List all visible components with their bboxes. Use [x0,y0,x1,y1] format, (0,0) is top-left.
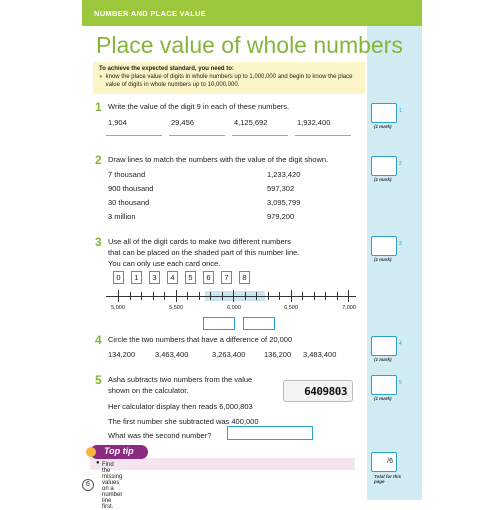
q1-number-3: 4,125,692 [234,118,268,127]
section-label: NUMBER AND PLACE VALUE [94,9,207,18]
q4-mark-number: 4 [399,341,402,347]
question-5-text-2: shown on the calculator. [108,386,189,395]
q3-answer-box-2[interactable] [243,317,275,330]
q2-mark-number: 2 [399,161,402,167]
number-line-minor-tick [245,292,246,300]
number-line-minor-tick [337,292,338,300]
top-tip-box [90,458,355,510]
page-number: 6 [82,479,94,491]
number-line-major-tick [291,290,292,302]
question-4-text: Circle the two numbers that have a difference of 20,000 [108,335,293,344]
standard-bullet: know the place value of digits in whole numbers up to 1,000,000 and begin to know the place value of digits in whole numbers up to 10,000,000. [105,74,353,88]
q1-mark-box[interactable] [371,103,397,123]
q3-answer-box-1[interactable] [203,317,235,330]
q3-mark-box[interactable] [371,236,397,256]
question-2-text: Draw lines to match the numbers with the value of the digit shown. [108,155,329,164]
q1-mark-number: 1 [399,108,402,114]
question-4-number: 4 [95,333,102,347]
q4-mark-label: (1 mark) [374,357,392,362]
q2-right-2[interactable]: 597,302 [267,184,295,193]
number-line-major-tick [118,290,119,302]
tick-label-6500: 6,500 [284,305,298,311]
q2-left-3[interactable]: 30 thousand [108,198,150,207]
question-5-number: 5 [95,373,102,387]
q4-number-1[interactable]: 134,200 [108,350,136,359]
question-3-text-2: that can be placed on the shaded part of this number line. [108,248,300,257]
q2-left-4[interactable]: 3 million [108,212,136,221]
q2-right-1[interactable]: 1,233,420 [267,170,301,179]
q5-mark-label: (1 mark) [374,396,392,401]
q2-mark-box[interactable] [371,156,397,176]
q2-right-4[interactable]: 979,200 [267,212,295,221]
q3-mark-label: (1 mark) [374,257,392,262]
digit-card-7[interactable]: 7 [221,271,232,284]
q4-number-2[interactable]: 3,463,400 [155,350,189,359]
q1-answer-line-2[interactable] [169,135,225,136]
question-5-text-4: The first number she subtracted was 400,000 [108,417,259,426]
digit-card-3[interactable]: 3 [149,271,160,284]
tick-label-5000: 5,000 [111,305,125,311]
question-5-text-3: Her calculator display then reads 6,000,803 [108,402,253,411]
top-tip-heading: Top tip [104,446,134,456]
q1-answer-line-4[interactable] [295,135,351,136]
number-line-minor-tick [222,292,223,300]
number-line [106,296,356,297]
page-total-value: /6 [387,458,393,465]
q2-right-3[interactable]: 3,095,799 [267,198,301,207]
number-line-minor-tick [187,292,188,300]
question-1-number: 1 [95,100,102,114]
page-title: Place value of whole numbers [96,32,403,58]
number-line-minor-tick [164,292,165,300]
number-line-minor-tick [153,292,154,300]
top-tip-text-row: ● Find the missing values on a number line first. [96,460,123,510]
number-line-major-tick [233,290,234,302]
number-line-minor-tick [314,292,315,300]
digit-card-1[interactable]: 1 [131,271,142,284]
question-1-text: Write the value of the digit 9 in each of these numbers. [108,102,290,111]
tick-label-6000: 6,000 [227,305,241,311]
q1-number-4: 1,932,400 [297,118,331,127]
q1-answer-line-3[interactable] [232,135,288,136]
q1-number-1: 1,904 [108,118,127,127]
q3-mark-number: 3 [399,241,402,247]
star-icon [86,447,96,457]
number-line-minor-tick [199,292,200,300]
digit-card-0[interactable]: 0 [113,271,124,284]
page-total-box[interactable] [371,452,397,472]
q1-number-2: 29,456 [171,118,194,127]
number-line-minor-tick [268,292,269,300]
q4-mark-box[interactable] [371,336,397,356]
digit-card-8[interactable]: 8 [239,271,250,284]
q2-left-2[interactable]: 900 thousand [108,184,154,193]
marks-column [367,26,422,500]
number-line-minor-tick [256,292,257,300]
tick-label-5500: 5,500 [169,305,183,311]
calculator-value: 6409803 [304,385,347,398]
digit-card-4[interactable]: 4 [167,271,178,284]
number-line-minor-tick [210,292,211,300]
standard-bullet-row [99,73,359,89]
question-3-text-1: Use all of the digit cards to make two different numbers [108,237,291,246]
question-5-text-1: Asha subtracts two numbers from the value [108,375,253,384]
number-line-major-tick [176,290,177,302]
question-2-number: 2 [95,153,102,167]
top-tip-heading-badge [90,445,148,459]
q5-mark-box[interactable] [371,375,397,395]
question-5-text-5: What was the second number? [108,431,212,440]
tick-label-7000: 7,000 [342,305,356,311]
number-line-major-tick [348,290,349,302]
question-3-number: 3 [95,235,102,249]
header-bar-extension [345,0,422,26]
top-tip-text: Find the missing values on a number line first. [102,462,123,510]
q2-mark-label: (1 mark) [374,177,392,182]
number-line-minor-tick [141,292,142,300]
q2-left-1[interactable]: 7 thousand [108,170,146,179]
page-total-label: Total for this page [374,474,402,484]
q4-number-4[interactable]: 136,200 [264,350,292,359]
q5-mark-number: 5 [399,380,402,386]
digit-card-5[interactable]: 5 [185,271,196,284]
number-line-minor-tick [279,292,280,300]
expected-standard-box [93,62,365,94]
q4-number-3[interactable]: 3,263,400 [212,350,246,359]
question-3-text-3: You can only use each card once. [108,259,221,268]
number-line-minor-tick [325,292,326,300]
q4-number-5[interactable]: 3,483,400 [303,350,337,359]
calculator-display [283,380,353,402]
digit-card-6[interactable]: 6 [203,271,214,284]
bullet-icon: ● [99,74,103,80]
number-line-minor-tick [302,292,303,300]
number-line-minor-tick [130,292,131,300]
q1-mark-label: (1 mark) [374,124,392,129]
q5-answer-box[interactable] [227,426,313,440]
q1-answer-line-1[interactable] [106,135,162,136]
standard-intro: To achieve the expected standard, you need to: [99,66,234,72]
